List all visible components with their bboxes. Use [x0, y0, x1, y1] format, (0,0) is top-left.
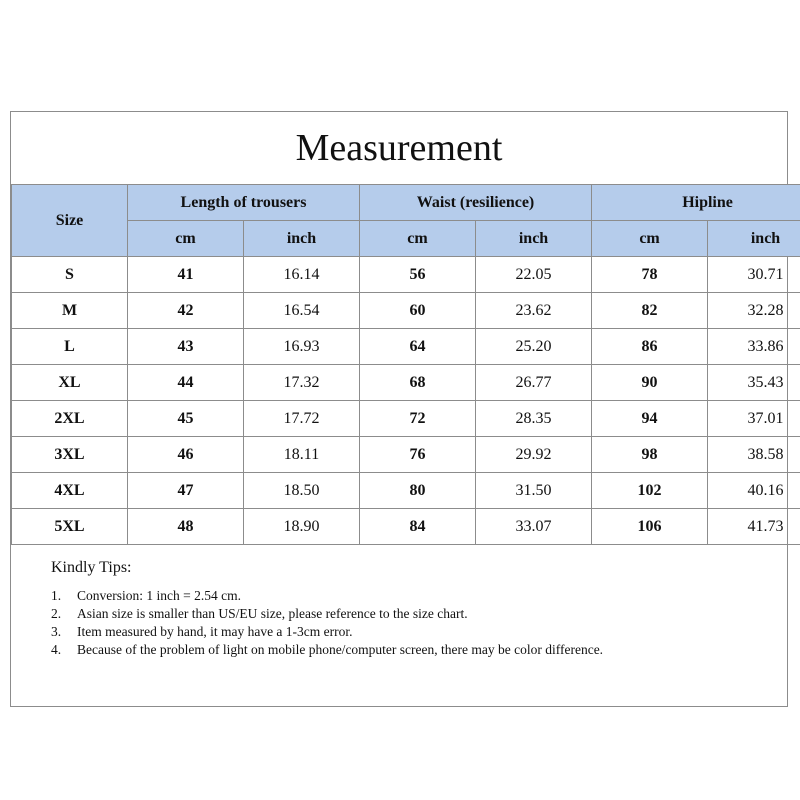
- value-cell: 28.35: [476, 401, 592, 437]
- value-cell: 47: [128, 473, 244, 509]
- table-row: [12, 401, 800, 437]
- size-cell: 3XL: [12, 437, 128, 473]
- tip-item: [51, 623, 751, 641]
- unit-header: inch: [708, 221, 800, 257]
- tip-item: [51, 587, 751, 605]
- size-table: [11, 184, 800, 545]
- value-cell: 17.72: [244, 401, 360, 437]
- value-cell: 78: [592, 257, 708, 293]
- value-cell: 31.50: [476, 473, 592, 509]
- value-cell: 18.90: [244, 509, 360, 545]
- value-cell: 22.05: [476, 257, 592, 293]
- value-cell: 16.93: [244, 329, 360, 365]
- value-cell: 18.50: [244, 473, 360, 509]
- value-cell: 37.01: [708, 401, 800, 437]
- value-cell: 33.07: [476, 509, 592, 545]
- value-cell: 42: [128, 293, 244, 329]
- tip-text: Conversion: 1 inch = 2.54 cm.: [77, 588, 241, 603]
- value-cell: 35.43: [708, 365, 800, 401]
- hipline-group-header: Hipline: [592, 185, 800, 221]
- size-cell: M: [12, 293, 128, 329]
- unit-header: cm: [128, 221, 244, 257]
- value-cell: 106: [592, 509, 708, 545]
- value-cell: 40.16: [708, 473, 800, 509]
- value-cell: 23.62: [476, 293, 592, 329]
- value-cell: 30.71: [708, 257, 800, 293]
- waist-group-header: Waist (resilience): [360, 185, 592, 221]
- unit-header: inch: [476, 221, 592, 257]
- tip-number: 2.: [51, 606, 62, 621]
- tips-title: Kindly Tips:: [51, 559, 132, 576]
- table-row: [12, 473, 800, 509]
- value-cell: 48: [128, 509, 244, 545]
- tip-text: Asian size is smaller than US/EU size, please reference to the size chart.: [77, 606, 468, 621]
- value-cell: 94: [592, 401, 708, 437]
- table-row: [12, 365, 800, 401]
- tip-item: [51, 641, 751, 659]
- table-row: [12, 257, 800, 293]
- value-cell: 41: [128, 257, 244, 293]
- value-cell: 38.58: [708, 437, 800, 473]
- size-cell: 4XL: [12, 473, 128, 509]
- value-cell: 33.86: [708, 329, 800, 365]
- tips-list: [51, 587, 751, 659]
- value-cell: 43: [128, 329, 244, 365]
- tip-text: Item measured by hand, it may have a 1-3cm error.: [77, 624, 353, 639]
- value-cell: 102: [592, 473, 708, 509]
- value-cell: 46: [128, 437, 244, 473]
- table-row: [12, 329, 800, 365]
- size-column-header: Size: [12, 185, 128, 257]
- size-cell: XL: [12, 365, 128, 401]
- table-row: [12, 437, 800, 473]
- value-cell: 32.28: [708, 293, 800, 329]
- value-cell: 16.14: [244, 257, 360, 293]
- size-cell: 2XL: [12, 401, 128, 437]
- value-cell: 72: [360, 401, 476, 437]
- value-cell: 45: [128, 401, 244, 437]
- size-table-body: [12, 257, 800, 545]
- value-cell: 25.20: [476, 329, 592, 365]
- value-cell: 80: [360, 473, 476, 509]
- value-cell: 98: [592, 437, 708, 473]
- size-cell: S: [12, 257, 128, 293]
- value-cell: 60: [360, 293, 476, 329]
- tip-number: 1.: [51, 588, 62, 603]
- unit-header: cm: [592, 221, 708, 257]
- value-cell: 41.73: [708, 509, 800, 545]
- chart-title: Measurement: [11, 112, 787, 185]
- size-chart-frame: [10, 111, 788, 707]
- unit-header: inch: [244, 221, 360, 257]
- value-cell: 82: [592, 293, 708, 329]
- value-cell: 17.32: [244, 365, 360, 401]
- unit-header: cm: [360, 221, 476, 257]
- value-cell: 86: [592, 329, 708, 365]
- table-row: [12, 509, 800, 545]
- value-cell: 84: [360, 509, 476, 545]
- table-row: [12, 293, 800, 329]
- value-cell: 68: [360, 365, 476, 401]
- tip-text: Because of the problem of light on mobile phone/computer screen, there may be color difference.: [77, 642, 604, 657]
- value-cell: 16.54: [244, 293, 360, 329]
- size-cell: 5XL: [12, 509, 128, 545]
- value-cell: 44: [128, 365, 244, 401]
- length-group-header: Length of trousers: [128, 185, 360, 221]
- value-cell: 18.11: [244, 437, 360, 473]
- value-cell: 64: [360, 329, 476, 365]
- tips-section: [51, 559, 751, 659]
- value-cell: 76: [360, 437, 476, 473]
- tip-number: 3.: [51, 624, 62, 639]
- tip-number: 4.: [51, 642, 62, 657]
- tip-item: [51, 605, 751, 623]
- value-cell: 29.92: [476, 437, 592, 473]
- size-cell: L: [12, 329, 128, 365]
- value-cell: 26.77: [476, 365, 592, 401]
- value-cell: 56: [360, 257, 476, 293]
- value-cell: 90: [592, 365, 708, 401]
